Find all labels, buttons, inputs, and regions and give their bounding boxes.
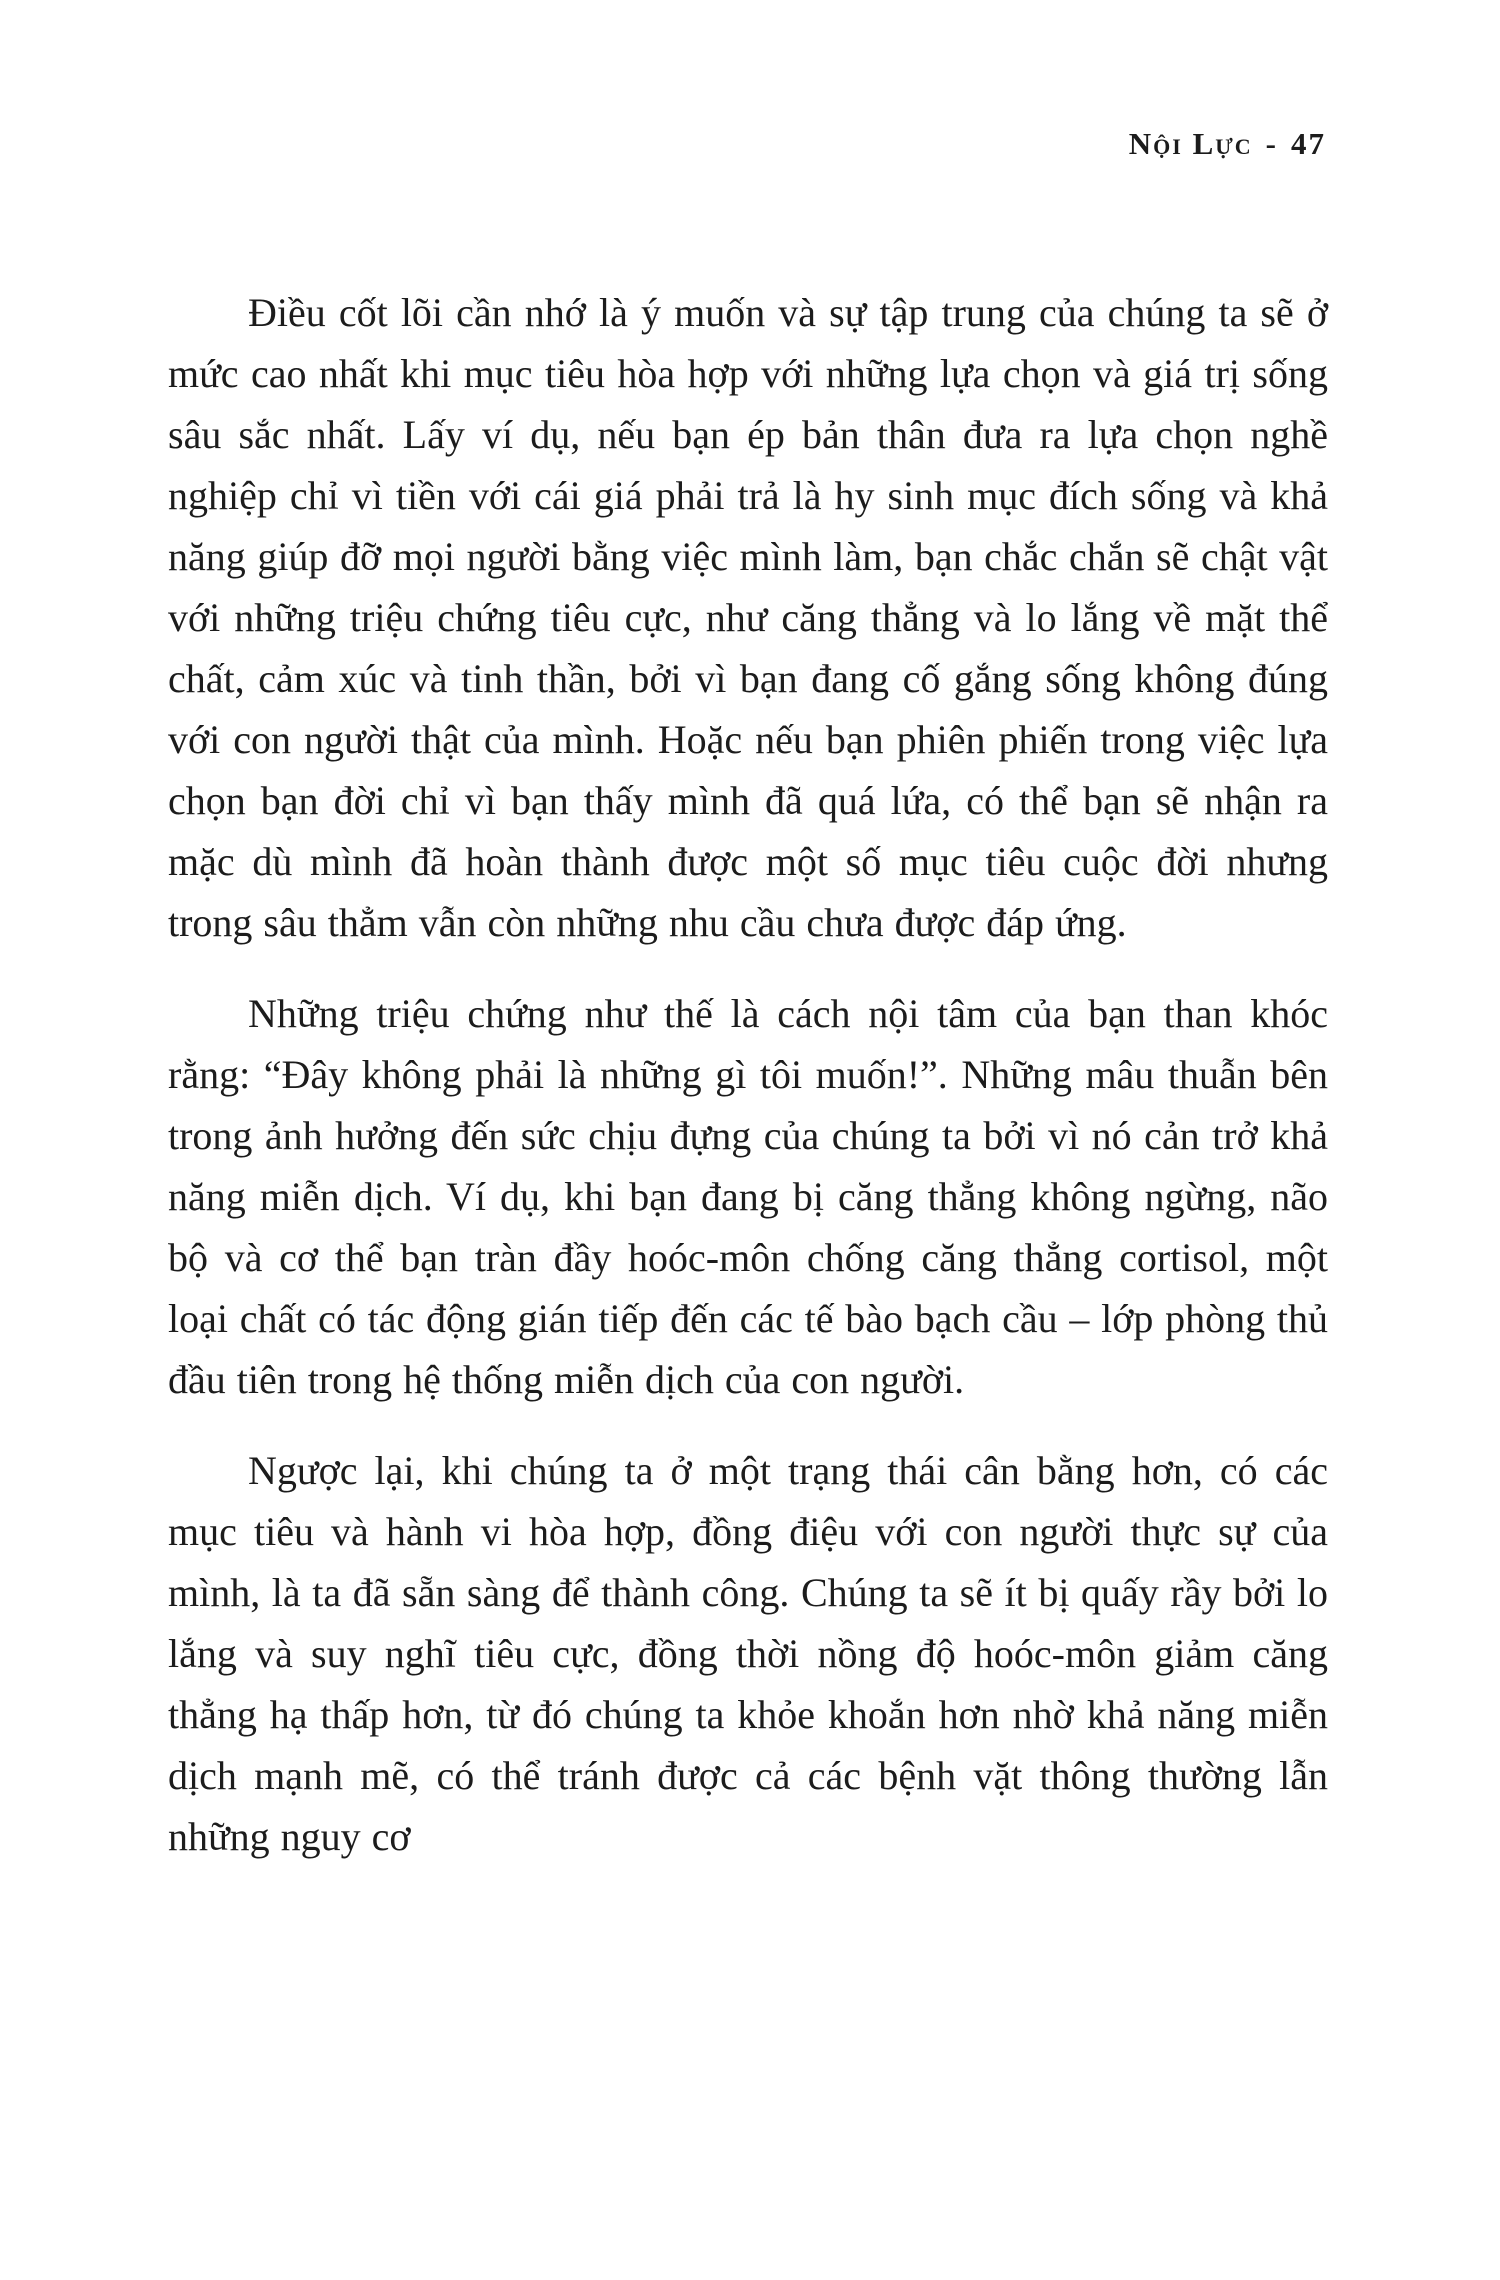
running-head-separator: - <box>1265 126 1278 161</box>
paragraph: Những triệu chứng như thế là cách nội tâm của bạn than khóc rằng: “Đây không phải là những gì tôi muốn!”. Những mâu thuẫn bên trong ảnh hưởng đến sức chịu đựng của chúng ta bởi vì nó cản trở khả năng miễn dịch. Ví dụ, khi bạn đang bị căng thẳng không ngừng, não bộ và cơ thể bạn tràn đầy hoóc-môn chống căng thẳng cortisol, một loại chất có tác động gián tiếp đến các tế bào bạch cầu – lớp phòng thủ đầu tiên trong hệ thống miễn dịch của con người. <box>168 991 1328 1402</box>
page-body-text <box>168 282 1328 1867</box>
running-head-title: Nội Lực <box>1128 126 1253 161</box>
page-number: 47 <box>1291 126 1326 161</box>
paragraph: Điều cốt lõi cần nhớ là ý muốn và sự tập trung của chúng ta sẽ ở mức cao nhất khi mục tiêu hòa hợp với những lựa chọn và giá trị sống sâu sắc nhất. Lấy ví dụ, nếu bạn ép bản thân đưa ra lựa chọn nghề nghiệp chỉ vì tiền với cái giá phải trả là hy sinh mục đích sống và khả năng giúp đỡ mọi người bằng việc mình làm, bạn chắc chắn sẽ chật vật với những triệu chứng tiêu cực, như căng thẳng và lo lắng về mặt thể chất, cảm xúc và tinh thần, bởi vì bạn đang cố gắng sống không đúng với con người thật của mình. Hoặc nếu bạn phiên phiến trong việc lựa chọn bạn đời chỉ vì bạn thấy mình đã quá lứa, có thể bạn sẽ nhận ra mặc dù mình đã hoàn thành được một số mục tiêu cuộc đời nhưng trong sâu thẳm vẫn còn những nhu cầu chưa được đáp ứng. <box>168 290 1328 945</box>
running-header <box>1129 126 1326 162</box>
paragraph: Ngược lại, khi chúng ta ở một trạng thái cân bằng hơn, có các mục tiêu và hành vi hòa hợp, đồng điệu với con người thực sự của mình, là ta đã sẵn sàng để thành công. Chúng ta sẽ ít bị quấy rầy bởi lo lắng và suy nghĩ tiêu cực, đồng thời nồng độ hoóc-môn giảm căng thẳng hạ thấp hơn, từ đó chúng ta khỏe khoắn hơn nhờ khả năng miễn dịch mạnh mẽ, có thể tránh được cả các bệnh vặt thông thường lẫn những nguy cơ <box>168 1448 1328 1859</box>
